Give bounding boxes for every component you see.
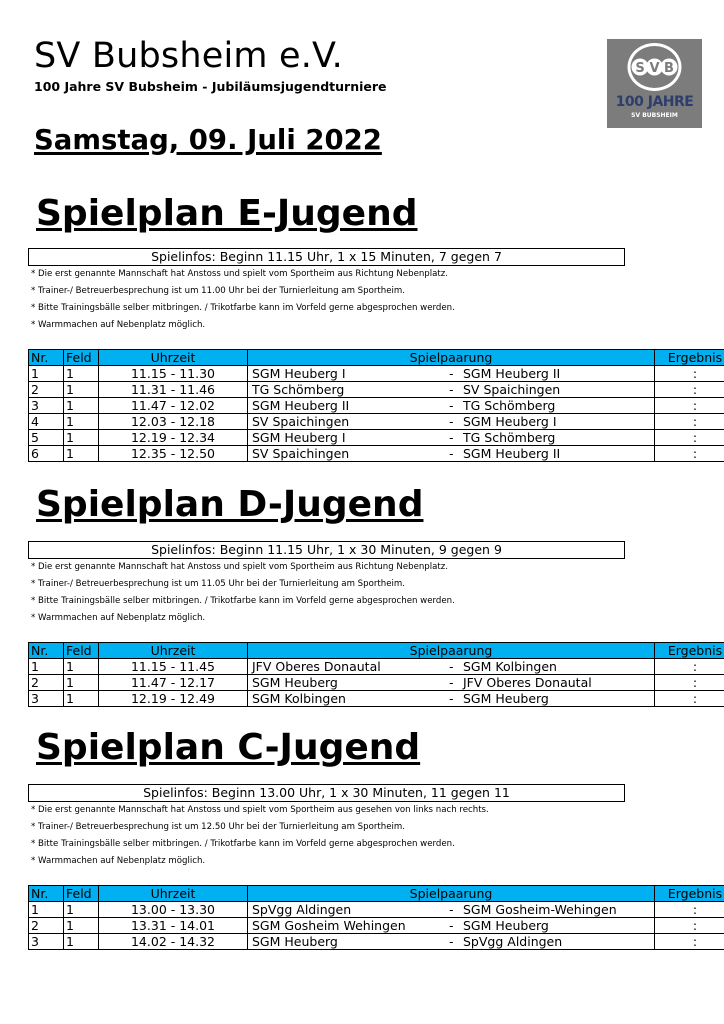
- vs-separator: -: [449, 366, 454, 381]
- match-result: :: [655, 430, 724, 446]
- col-ergebnis: Ergebnis: [655, 643, 724, 659]
- table-row: [29, 414, 724, 430]
- table-row: [29, 691, 724, 707]
- match-time: 11.47 - 12.02: [99, 398, 248, 414]
- col-spielpaarung: Spielpaarung: [248, 350, 655, 366]
- match-field: 1: [64, 659, 99, 675]
- match-result: :: [655, 675, 724, 691]
- match-field: 1: [64, 382, 99, 398]
- match-field: 1: [64, 446, 99, 462]
- match-time: 11.47 - 12.17: [99, 675, 248, 691]
- match-time: 12.35 - 12.50: [99, 446, 248, 462]
- match-nr: 1: [29, 366, 64, 382]
- match-field: 1: [64, 691, 99, 707]
- table-row: [29, 398, 724, 414]
- note: * Trainer-/ Betreuerbesprechung ist um 11.05 Uhr bei der Turnierleitung am Sportheim.: [31, 579, 405, 589]
- home-team: SV Spaichingen: [252, 446, 350, 461]
- match-pairing: [248, 382, 655, 398]
- match-pairing: [248, 659, 655, 675]
- match-result: :: [655, 659, 724, 675]
- table-row: [29, 675, 724, 691]
- notes-d-jugend: [31, 561, 455, 629]
- logo-jubilee-text: 100 JAHRE: [615, 94, 694, 110]
- match-result: :: [655, 398, 724, 414]
- home-team: SGM Gosheim Wehingen: [252, 918, 406, 933]
- schedule-table-c-jugend: [28, 885, 724, 950]
- note: * Warmmachen auf Nebenplatz möglich.: [31, 856, 206, 866]
- col-spielpaarung: Spielpaarung: [248, 886, 655, 902]
- home-team: SpVgg Aldingen: [252, 902, 352, 917]
- table-row: [29, 918, 724, 934]
- match-time: 11.15 - 11.45: [99, 659, 248, 675]
- match-nr: 1: [29, 659, 64, 675]
- vs-separator: -: [449, 902, 454, 917]
- info-box-e-jugend: Spielinfos: Beginn 11.15 Uhr, 1 x 15 Minuten, 7 gegen 7: [28, 248, 625, 266]
- table-row: [29, 446, 724, 462]
- match-nr: 6: [29, 446, 64, 462]
- table-row: [29, 430, 724, 446]
- table-row: [29, 934, 724, 950]
- match-field: 1: [64, 414, 99, 430]
- club-logo: [607, 39, 702, 128]
- match-field: 1: [64, 934, 99, 950]
- match-nr: 3: [29, 398, 64, 414]
- match-pairing: [248, 691, 655, 707]
- vs-separator: -: [449, 659, 454, 674]
- match-time: 14.02 - 14.32: [99, 934, 248, 950]
- col-uhrzeit: Uhrzeit: [99, 643, 248, 659]
- section-title-d-jugend: Spielplan D-Jugend: [36, 484, 424, 525]
- note: * Warmmachen auf Nebenplatz möglich.: [31, 320, 206, 330]
- home-team: SGM Heuberg: [252, 934, 338, 949]
- away-team: SGM Heuberg II: [463, 446, 561, 461]
- match-time: 11.31 - 11.46: [99, 382, 248, 398]
- event-date: Samstag, 09. Juli 2022: [34, 124, 382, 156]
- svg-text:V: V: [649, 61, 660, 76]
- table-header-row: [29, 886, 724, 902]
- match-result: :: [655, 366, 724, 382]
- vs-separator: -: [449, 398, 454, 413]
- match-nr: 3: [29, 691, 64, 707]
- notes-e-jugend: [31, 268, 455, 336]
- match-result: :: [655, 414, 724, 430]
- match-nr: 1: [29, 902, 64, 918]
- info-box-c-jugend: Spielinfos: Beginn 13.00 Uhr, 1 x 30 Minuten, 11 gegen 11: [28, 784, 625, 802]
- col-nr: Nr.: [29, 350, 64, 366]
- schedule-table-d-jugend: [28, 642, 724, 707]
- home-team: JFV Oberes Donautal: [252, 659, 381, 674]
- col-uhrzeit: Uhrzeit: [99, 350, 248, 366]
- match-result: :: [655, 446, 724, 462]
- match-result: :: [655, 691, 724, 707]
- col-ergebnis: Ergebnis: [655, 886, 724, 902]
- svg-text:B: B: [664, 61, 674, 76]
- table-header-row: [29, 643, 724, 659]
- away-team: TG Schömberg: [463, 398, 556, 413]
- away-team: JFV Oberes Donautal: [463, 675, 592, 690]
- logo-club-text: SV BUBSHEIM: [631, 112, 678, 119]
- away-team: SpVgg Aldingen: [463, 934, 563, 949]
- home-team: TG Schömberg: [252, 382, 345, 397]
- table-row: [29, 382, 724, 398]
- match-nr: 2: [29, 918, 64, 934]
- match-pairing: [248, 430, 655, 446]
- vs-separator: -: [449, 675, 454, 690]
- note: * Bitte Trainingsbälle selber mitbringen. / Trikotfarbe kann im Vorfeld gerne abgesprochen werden.: [31, 303, 455, 313]
- col-uhrzeit: Uhrzeit: [99, 886, 248, 902]
- home-team: SGM Heuberg I: [252, 366, 346, 381]
- match-time: 12.03 - 12.18: [99, 414, 248, 430]
- col-feld: Feld: [64, 643, 99, 659]
- home-team: SGM Heuberg II: [252, 398, 350, 413]
- away-team: SGM Heuberg: [463, 691, 549, 706]
- match-time: 11.15 - 11.30: [99, 366, 248, 382]
- col-spielpaarung: Spielpaarung: [248, 643, 655, 659]
- match-field: 1: [64, 430, 99, 446]
- match-nr: 2: [29, 675, 64, 691]
- info-box-d-jugend: Spielinfos: Beginn 11.15 Uhr, 1 x 30 Minuten, 9 gegen 9: [28, 541, 625, 559]
- match-time: 13.31 - 14.01: [99, 918, 248, 934]
- note: * Warmmachen auf Nebenplatz möglich.: [31, 613, 206, 623]
- col-feld: Feld: [64, 886, 99, 902]
- schedule-table-e-jugend: [28, 349, 724, 462]
- away-team: TG Schömberg: [463, 430, 556, 445]
- home-team: SGM Heuberg I: [252, 430, 346, 445]
- note: * Trainer-/ Betreuerbesprechung ist um 12.50 Uhr bei der Turnierleitung am Sportheim.: [31, 822, 405, 832]
- note: * Die erst genannte Mannschaft hat Anstoss und spielt vom Sportheim aus Richtung Nebenplatz.: [31, 562, 449, 572]
- vs-separator: -: [449, 414, 454, 429]
- table-row: [29, 902, 724, 918]
- match-result: :: [655, 934, 724, 950]
- match-pairing: [248, 366, 655, 382]
- vs-separator: -: [449, 446, 454, 461]
- away-team: SGM Gosheim-Wehingen: [463, 902, 617, 917]
- section-title-e-jugend: Spielplan E-Jugend: [36, 193, 418, 234]
- match-pairing: [248, 934, 655, 950]
- away-team: SGM Heuberg II: [463, 366, 561, 381]
- match-pairing: [248, 414, 655, 430]
- home-team: SGM Kolbingen: [252, 691, 346, 706]
- match-pairing: [248, 902, 655, 918]
- col-feld: Feld: [64, 350, 99, 366]
- home-team: SV Spaichingen: [252, 414, 350, 429]
- match-nr: 2: [29, 382, 64, 398]
- away-team: SGM Kolbingen: [463, 659, 557, 674]
- match-nr: 4: [29, 414, 64, 430]
- section-title-c-jugend: Spielplan C-Jugend: [36, 727, 421, 768]
- away-team: SGM Heuberg I: [463, 414, 557, 429]
- note: * Die erst genannte Mannschaft hat Anstoss und spielt vom Sportheim aus Richtung Nebenplatz.: [31, 269, 449, 279]
- match-field: 1: [64, 366, 99, 382]
- table-row: [29, 366, 724, 382]
- notes-c-jugend: [31, 804, 489, 872]
- match-pairing: [248, 446, 655, 462]
- away-team: SGM Heuberg: [463, 918, 549, 933]
- match-result: :: [655, 902, 724, 918]
- match-pairing: [248, 918, 655, 934]
- note: * Trainer-/ Betreuerbesprechung ist um 11.00 Uhr bei der Turnierleitung am Sportheim.: [31, 286, 405, 296]
- away-team: SV Spaichingen: [463, 382, 561, 397]
- club-title: SV Bubsheim e.V.: [34, 36, 344, 76]
- vs-separator: -: [449, 934, 454, 949]
- match-pairing: [248, 675, 655, 691]
- match-result: :: [655, 918, 724, 934]
- match-time: 13.00 - 13.30: [99, 902, 248, 918]
- match-pairing: [248, 398, 655, 414]
- match-field: 1: [64, 398, 99, 414]
- svg-text:S: S: [635, 61, 645, 76]
- note: * Bitte Trainingsbälle selber mitbringen. / Trikotfarbe kann im Vorfeld gerne abgesprochen werden.: [31, 839, 455, 849]
- home-team: SGM Heuberg: [252, 675, 338, 690]
- vs-separator: -: [449, 430, 454, 445]
- match-field: 1: [64, 918, 99, 934]
- note: * Bitte Trainingsbälle selber mitbringen. / Trikotfarbe kann im Vorfeld gerne abgesprochen werden.: [31, 596, 455, 606]
- col-ergebnis: Ergebnis: [655, 350, 724, 366]
- note: * Die erst genannte Mannschaft hat Anstoss und spielt vom Sportheim aus gesehen von links nach rechts.: [31, 805, 489, 815]
- col-nr: Nr.: [29, 643, 64, 659]
- col-nr: Nr.: [29, 886, 64, 902]
- vs-separator: -: [449, 918, 454, 933]
- event-subtitle: 100 Jahre SV Bubsheim - Jubiläumsjugendturniere: [34, 79, 387, 94]
- vs-separator: -: [449, 382, 454, 397]
- table-row: [29, 659, 724, 675]
- match-time: 12.19 - 12.49: [99, 691, 248, 707]
- match-field: 1: [64, 675, 99, 691]
- table-header-row: [29, 350, 724, 366]
- match-field: 1: [64, 902, 99, 918]
- match-result: :: [655, 382, 724, 398]
- match-nr: 3: [29, 934, 64, 950]
- vs-separator: -: [449, 691, 454, 706]
- match-nr: 5: [29, 430, 64, 446]
- match-time: 12.19 - 12.34: [99, 430, 248, 446]
